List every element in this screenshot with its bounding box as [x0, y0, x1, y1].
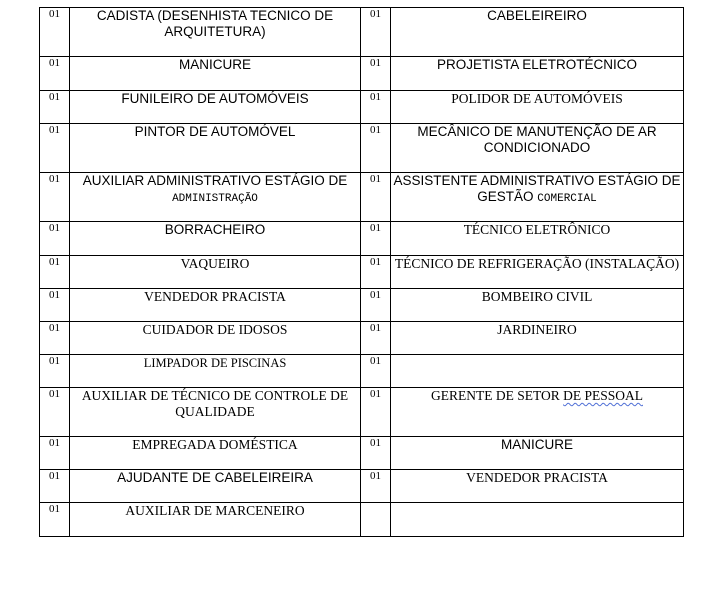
quantity-cell: 01	[40, 222, 70, 256]
quantity-cell: 01	[361, 8, 391, 57]
quantity-cell: 01	[40, 256, 70, 289]
table-row	[40, 322, 684, 355]
job-title-cell: CABELEIREIRO	[391, 8, 684, 57]
quantity-cell: 01	[40, 322, 70, 355]
table-row	[40, 355, 684, 388]
job-title-cell: BOMBEIRO CIVIL	[391, 289, 684, 322]
table-row	[40, 91, 684, 124]
job-title-cell	[391, 388, 684, 437]
quantity-cell: 01	[361, 222, 391, 256]
table-row	[40, 388, 684, 437]
job-title-cell	[391, 355, 684, 388]
job-title-main: GERENTE DE SETOR	[430, 388, 560, 403]
quantity-cell: 01	[361, 256, 391, 289]
table-row	[40, 222, 684, 256]
job-title-cell: FUNILEIRO DE AUTOMÓVEIS	[70, 91, 361, 124]
job-title-cell: CADISTA (DESENHISTA TECNICO DE ARQUITETURA)	[70, 8, 361, 57]
job-title-cell	[70, 173, 361, 222]
job-title-cell	[391, 173, 684, 222]
job-title-cell: POLIDOR DE AUTOMÓVEIS	[391, 91, 684, 124]
quantity-cell: 01	[361, 173, 391, 222]
quantity-cell	[361, 503, 391, 537]
job-title-main: AUXILIAR ADMINISTRATIVO ESTÁGIO DE	[82, 173, 348, 188]
job-title-cell: TÉCNICO DE REFRIGERAÇÃO (INSTALAÇÃO)	[391, 256, 684, 289]
job-title-cell: CUIDADOR DE IDOSOS	[70, 322, 361, 355]
table-row	[40, 503, 684, 537]
quantity-cell: 01	[40, 289, 70, 322]
quantity-cell: 01	[361, 91, 391, 124]
job-title-cell: VENDEDOR PRACISTA	[70, 289, 361, 322]
quantity-cell: 01	[361, 388, 391, 437]
quantity-cell: 01	[40, 388, 70, 437]
table-row	[40, 437, 684, 470]
job-title-cell: AJUDANTE DE CABELEIREIRA	[70, 470, 361, 503]
job-title-cell	[391, 503, 684, 537]
job-title-cell: PROJETISTA ELETROTÉCNICO	[391, 57, 684, 91]
job-title-cell: VAQUEIRO	[70, 256, 361, 289]
job-title-tail: COMERCIAL	[537, 193, 597, 205]
job-title-cell: MANICURE	[70, 57, 361, 91]
quantity-cell: 01	[361, 322, 391, 355]
quantity-cell: 01	[361, 437, 391, 470]
quantity-cell: 01	[40, 437, 70, 470]
table-row	[40, 57, 684, 91]
job-title-cell: BORRACHEIRO	[70, 222, 361, 256]
job-title-main: ASSISTENTE ADMINISTRATIVO ESTÁGIO DE GESTÃO	[393, 173, 681, 204]
table-row	[40, 256, 684, 289]
quantity-cell: 01	[40, 470, 70, 503]
quantity-cell: 01	[40, 503, 70, 537]
job-title-cell: EMPREGADA DOMÉSTICA	[70, 437, 361, 470]
job-title-cell: MECÂNICO DE MANUTENÇÃO DE AR CONDICIONADO	[391, 124, 684, 173]
table-row	[40, 173, 684, 222]
quantity-cell: 01	[361, 57, 391, 91]
job-title-cell: LIMPADOR DE PISCINAS	[70, 355, 361, 388]
quantity-cell: 01	[40, 8, 70, 57]
table-row	[40, 289, 684, 322]
job-title-cell: AUXILIAR DE MARCENEIRO	[70, 503, 361, 537]
job-title-cell: TÉCNICO ELETRÔNICO	[391, 222, 684, 256]
job-title-cell: VENDEDOR PRACISTA	[391, 470, 684, 503]
job-title-tail: ADMINISTRAÇÃO	[172, 193, 258, 205]
quantity-cell: 01	[40, 124, 70, 173]
quantity-cell: 01	[40, 355, 70, 388]
job-title-cell: PINTOR DE AUTOMÓVEL	[70, 124, 361, 173]
job-title-cell: MANICURE	[391, 437, 684, 470]
quantity-cell: 01	[361, 124, 391, 173]
quantity-cell: 01	[361, 355, 391, 388]
table-row	[40, 8, 684, 57]
job-title-cell: AUXILIAR DE TÉCNICO DE CONTROLE DE QUALIDADE	[70, 388, 361, 437]
table-row	[40, 470, 684, 503]
quantity-cell: 01	[361, 289, 391, 322]
job-title-cell: JARDINEIRO	[391, 322, 684, 355]
quantity-cell: 01	[361, 470, 391, 503]
quantity-cell: 01	[40, 91, 70, 124]
quantity-cell: 01	[40, 173, 70, 222]
spellcheck-underlined-text: DE PESSOAL	[563, 388, 643, 403]
quantity-cell: 01	[40, 57, 70, 91]
table-row	[40, 124, 684, 173]
job-vacancies-table	[39, 7, 684, 537]
